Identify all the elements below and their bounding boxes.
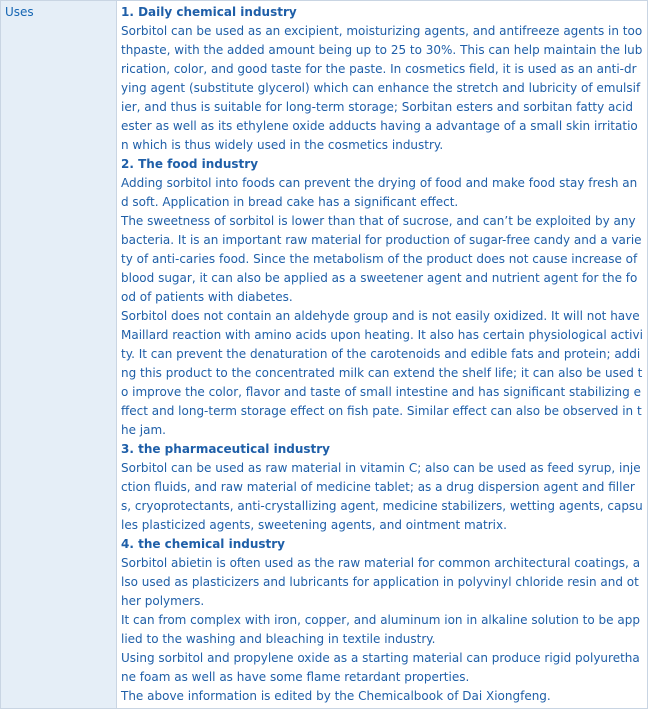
uses-row: [1, 1, 647, 708]
section-title: 4. the chemical industry: [121, 537, 286, 551]
section-chemical: [121, 535, 643, 706]
uses-label: Uses: [1, 1, 116, 708]
paragraph: Adding sorbitol into foods can prevent the drying of food and make food stay fresh and soft. Application in bread cake has a significant effect.: [121, 176, 638, 209]
paragraph: Sorbitol can be used as an excipient, moisturizing agents, and antifreeze agents in toothpaste, with the added amount being up to 25 to 30%. This can help maintain the lubrication, color, and good taste for the paste. In cosmetics field, it is used as an anti-drying agent (substitute glycerol) which can enhance the stretch and lubricity of emulsifier, and thus is suitable for long-term storage; Sorbitan esters and sorbitan fatty acid ester as well as its ethylene oxide adducts having a advantage of a small skin irritation which is thus widely used in the cosmetics industry.: [121, 24, 643, 152]
section-daily-chemical: [121, 3, 643, 155]
section-title: 2. The food industry: [121, 157, 259, 171]
section-title: 1. Daily chemical industry: [121, 5, 297, 19]
section-pharmaceutical: [121, 440, 643, 535]
paragraph: Sorbitol does not contain an aldehyde group and is not easily oxidized. It will not have Maillard reaction with amino acids upon heating. It also has certain physiological activity. It can prevent the denaturation of the carotenoids and edible fats and protein; adding this product to the concentrated milk can extend the shelf life; it can also be used to improve the color, flavor and taste of small intestine and has significant stabilizing effect and long-term storage effect on fish pate. Similar effect can also be observed in the jam.: [121, 309, 643, 437]
section-title: 3. the pharmaceutical industry: [121, 442, 330, 456]
uses-content: [117, 1, 647, 708]
paragraph: Sorbitol can be used as raw material in vitamin C; also can be used as feed syrup, injection fluids, and raw material of medicine tablet; as a drug dispersion agent and fillers, cryoprotectants, anti-crystallizing agent, medicine stabilizers, wetting agents, capsules plasticized agents, sweetening agents, and ointment matrix.: [121, 461, 643, 532]
paragraph: It can from complex with iron, copper, and aluminum ion in alkaline solution to be applied to the washing and bleaching in textile industry.: [121, 613, 640, 646]
section-food: [121, 155, 643, 440]
paragraph: The sweetness of sorbitol is lower than that of sucrose, and can’t be exploited by any bacteria. It is an important raw material for production of sugar-free candy and a variety of anti-caries food. Since the metabolism of the product does not cause increase of blood sugar, it can also be applied as a sweetener agent and nutrient agent for the food of patients with diabetes.: [121, 214, 642, 304]
paragraph: The above information is edited by the Chemicalbook of Dai Xiongfeng.: [121, 689, 551, 703]
paragraph: Using sorbitol and propylene oxide as a starting material can produce rigid polyurethane foam as well as have some flame retardant properties.: [121, 651, 640, 684]
paragraph: Sorbitol abietin is often used as the raw material for common architectural coatings, also used as plasticizers and lubricants for application in polyvinyl chloride resin and other polymers.: [121, 556, 641, 608]
